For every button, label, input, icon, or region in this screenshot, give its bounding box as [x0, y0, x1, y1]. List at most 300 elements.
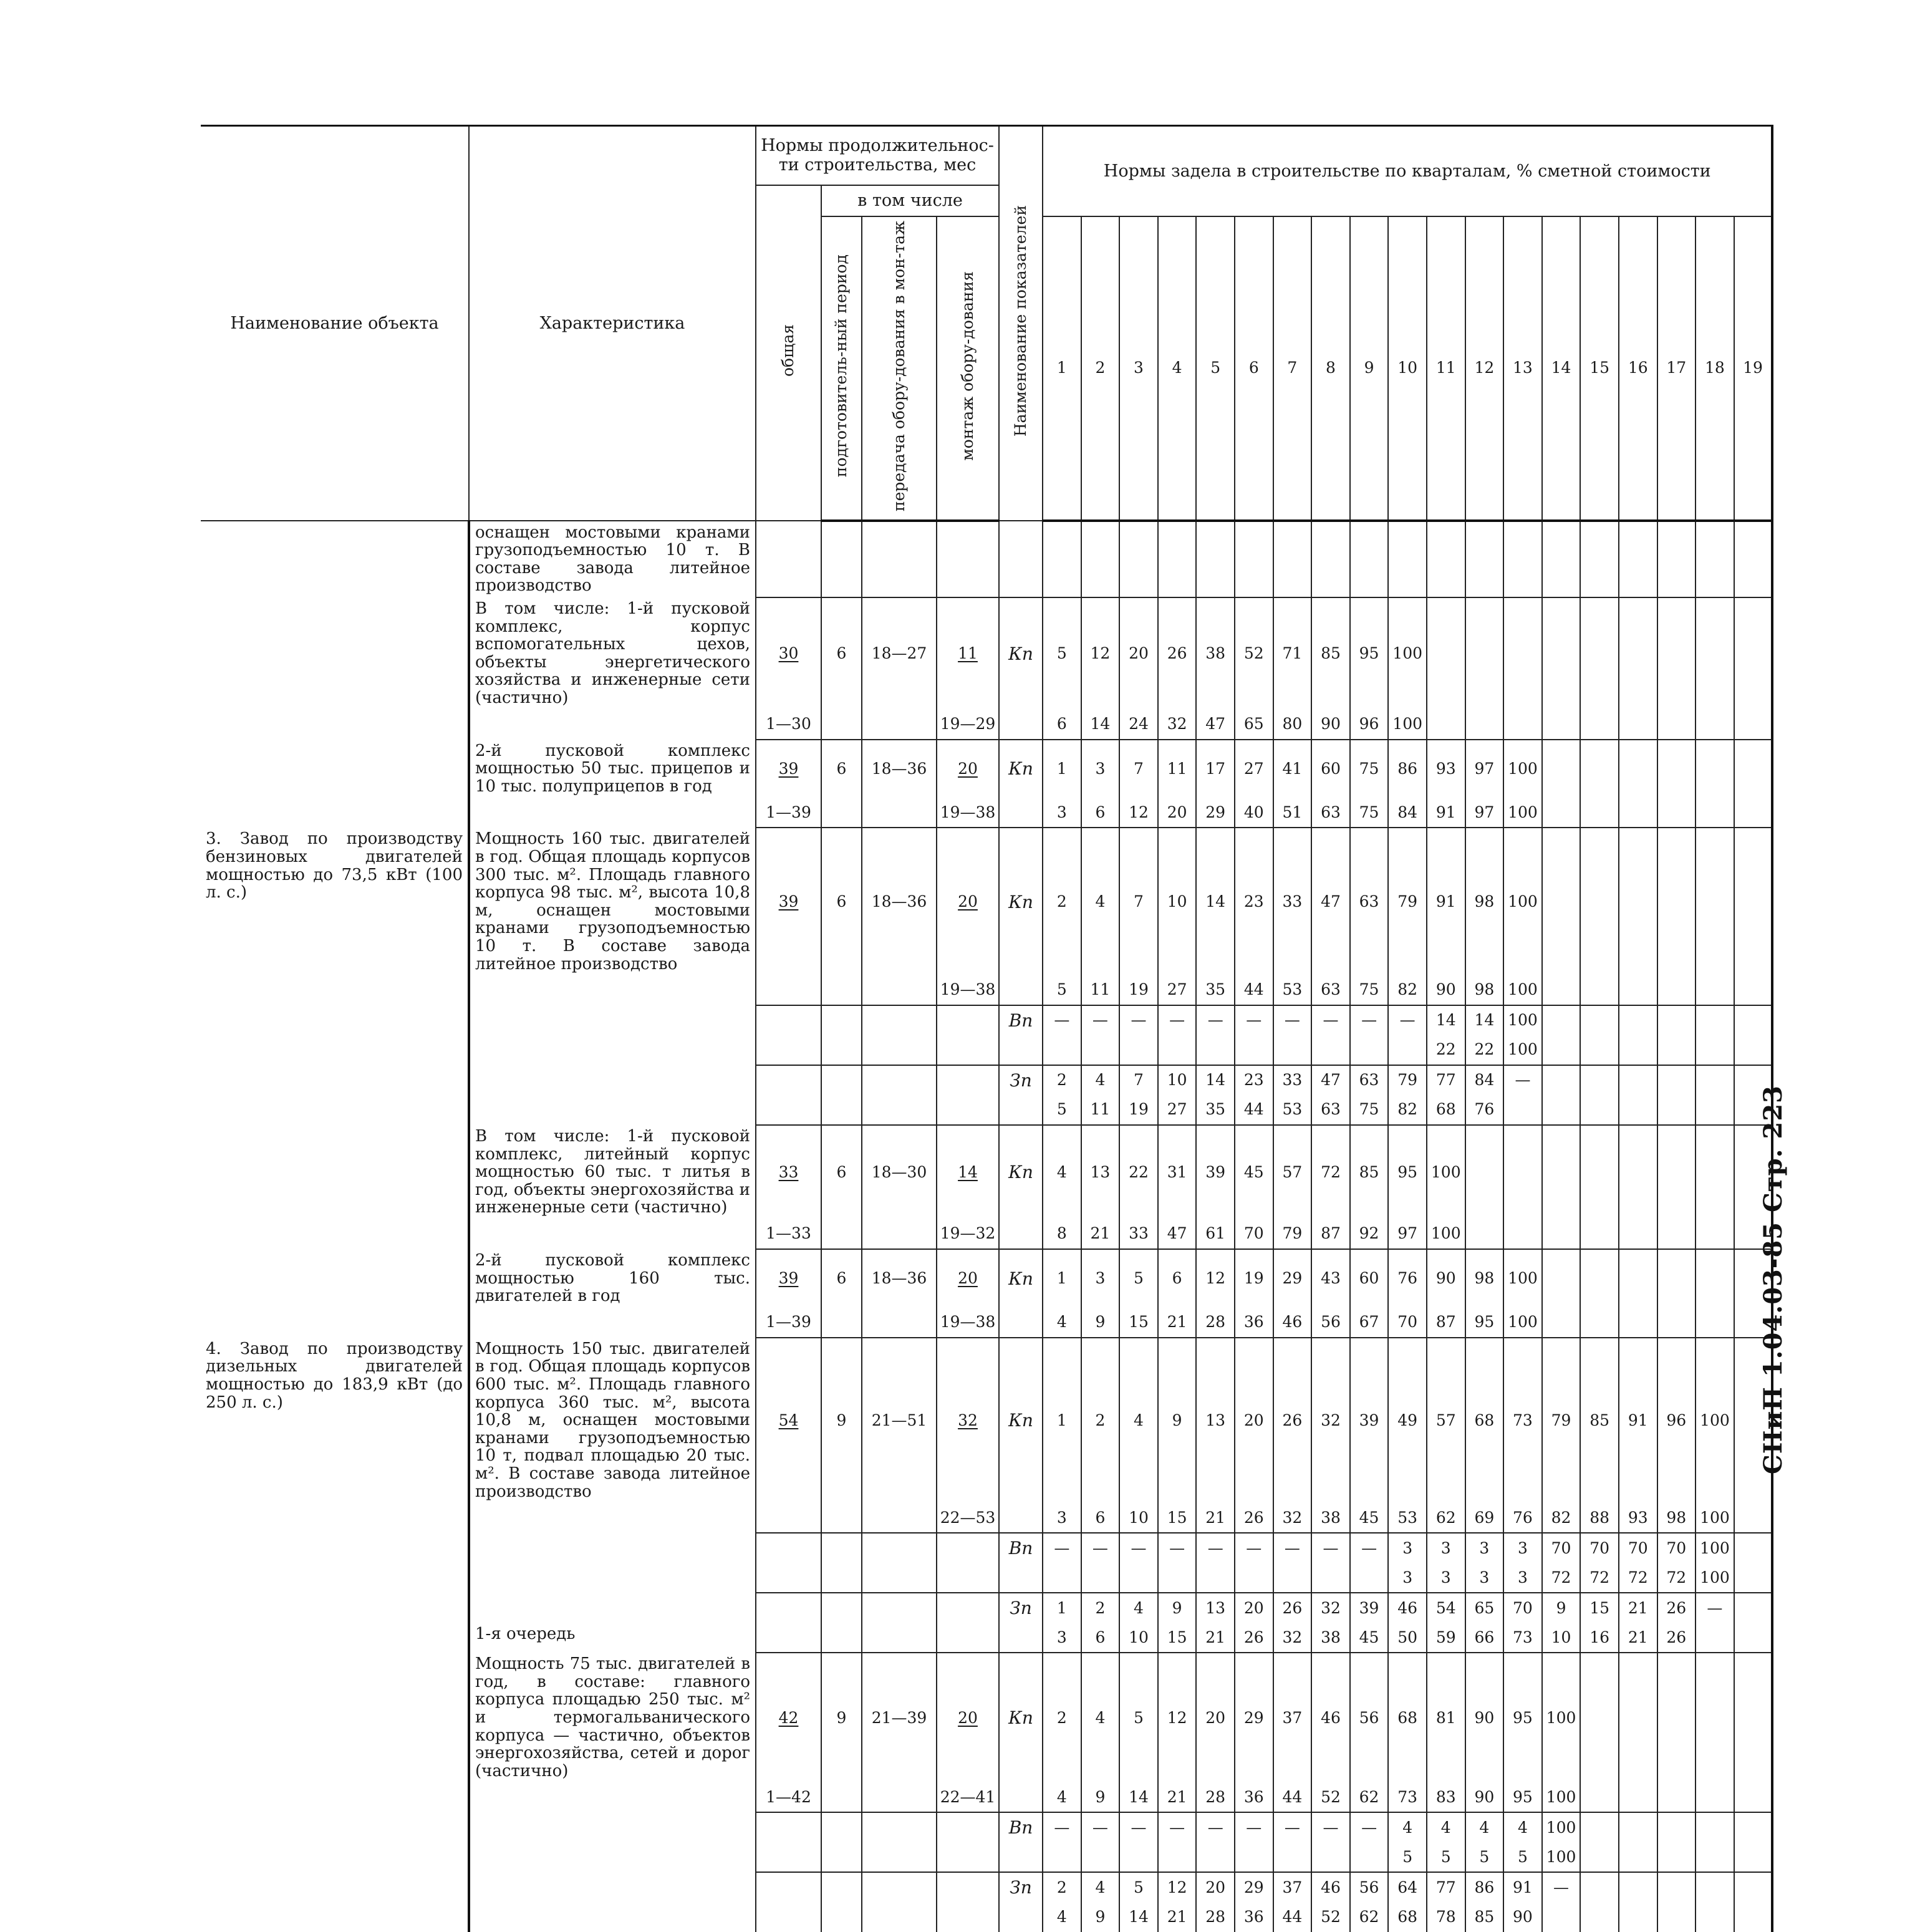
- quarter-value-cell: 62: [1427, 1503, 1465, 1533]
- quarter-value-cell: 38: [1311, 1623, 1350, 1653]
- quarter-value-cell: [1580, 1249, 1619, 1308]
- quarter-value-cell: —: [1235, 1812, 1273, 1842]
- quarter-value-cell: 63: [1350, 828, 1389, 975]
- quarter-value-cell: 4: [1081, 1653, 1120, 1782]
- mount-cell: [937, 1872, 999, 1902]
- quarter-value-cell: 93: [1427, 740, 1465, 798]
- quarter-value-cell: 9: [1542, 1593, 1581, 1623]
- quarter-value-cell: [1503, 597, 1542, 710]
- quarter-value-cell: 3: [1427, 1533, 1465, 1563]
- quarter-value-cell: 3: [1465, 1563, 1504, 1593]
- quarter-value-cell: [1696, 1782, 1734, 1812]
- quarter-value-cell: [1619, 1902, 1657, 1932]
- table-row: [201, 1308, 1772, 1338]
- quarter-value-cell: 9: [1081, 1902, 1120, 1932]
- quarter-value-cell: [1696, 597, 1734, 710]
- transfer-cell: [862, 1842, 937, 1872]
- characteristic-cell: [469, 1503, 756, 1533]
- quarter-value-cell: 46: [1388, 1593, 1427, 1623]
- characteristic-cell: [469, 1563, 756, 1593]
- quarter-value-cell: 39: [1196, 1125, 1235, 1219]
- quarter-value-cell: 91: [1427, 798, 1465, 828]
- characteristic-cell: В том числе: 1-й пусковой комплекс, литейный корпус мощностью 60 тыс. т литья в год, объекты энергохозяйства и инженерные сети (частично): [469, 1125, 756, 1219]
- header-quarter: 12: [1465, 216, 1504, 521]
- quarter-value-cell: 4: [1427, 1812, 1465, 1842]
- quarter-value-cell: [1696, 1902, 1734, 1932]
- quarter-value-cell: [1350, 521, 1389, 597]
- table-row: [201, 1503, 1772, 1533]
- quarter-value-cell: 90: [1503, 1902, 1542, 1932]
- quarter-value-cell: 75: [1350, 740, 1389, 798]
- indicator-cell: [999, 1219, 1043, 1249]
- prep-cell: [821, 1095, 862, 1125]
- quarter-value-cell: 15: [1119, 1308, 1158, 1338]
- transfer-cell: 18—30: [862, 1125, 937, 1219]
- prep-cell: 6: [821, 1249, 862, 1308]
- quarter-value-cell: [1696, 1005, 1734, 1035]
- quarter-value-cell: [1657, 975, 1696, 1005]
- quarter-value-cell: [1580, 1035, 1619, 1065]
- characteristic-cell: [469, 1872, 756, 1902]
- quarter-value-cell: 100: [1542, 1653, 1581, 1782]
- quarter-value-cell: [1350, 1035, 1389, 1065]
- quarter-value-cell: 82: [1388, 975, 1427, 1005]
- quarter-value-cell: [1503, 710, 1542, 740]
- quarter-value-cell: 90: [1311, 710, 1350, 740]
- quarter-value-cell: 7: [1119, 828, 1158, 975]
- transfer-cell: [862, 1095, 937, 1125]
- transfer-cell: [862, 1035, 937, 1065]
- header-characteristic: Характеристика: [469, 126, 756, 521]
- characteristic-cell: [469, 1219, 756, 1249]
- transfer-cell: [862, 1593, 937, 1623]
- object-name-cell: [201, 798, 469, 828]
- quarter-value-cell: 4: [1081, 1872, 1120, 1902]
- quarter-value-cell: 20: [1235, 1338, 1273, 1503]
- transfer-cell: [862, 798, 937, 828]
- quarter-value-cell: 63: [1311, 975, 1350, 1005]
- header-quarter: 2: [1081, 216, 1120, 521]
- transfer-cell: [862, 1005, 937, 1035]
- quarter-value-cell: [1580, 1653, 1619, 1782]
- table-body: [201, 521, 1772, 1932]
- quarter-value-cell: 3: [1081, 1249, 1120, 1308]
- object-name-cell: [201, 1219, 469, 1249]
- quarter-value-cell: 11: [1158, 740, 1197, 798]
- quarter-value-cell: 54: [1427, 1593, 1465, 1623]
- characteristic-cell: [469, 1533, 756, 1563]
- quarter-value-cell: 39: [1350, 1338, 1389, 1503]
- transfer-cell: 18—27: [862, 597, 937, 710]
- prep-cell: [821, 1533, 862, 1563]
- quarter-value-cell: 66: [1465, 1623, 1504, 1653]
- table-row: [201, 798, 1772, 828]
- quarter-value-cell: [1734, 1533, 1773, 1563]
- indicator-cell: Кп: [999, 1653, 1043, 1782]
- quarter-value-cell: [1081, 1842, 1120, 1872]
- quarter-value-cell: 9: [1081, 1308, 1120, 1338]
- characteristic-cell: Мощность 150 тыс. двигателей в год. Общая площадь корпусов 600 тыс. м². Площадь главного корпуса 360 тыс. м², высота 10,8 м, оснащен мостовыми кранами грузоподъемностью 10 т, подвал площадью 20 тыс. м². В составе завода литейное производство: [469, 1338, 756, 1503]
- total-cell: [756, 1065, 821, 1095]
- quarter-value-cell: [1196, 1035, 1235, 1065]
- quarter-value-cell: 100: [1503, 1005, 1542, 1035]
- quarter-value-cell: 100: [1503, 798, 1542, 828]
- quarter-value-cell: 100: [1388, 710, 1427, 740]
- quarter-value-cell: 31: [1158, 1125, 1197, 1219]
- quarter-value-cell: 80: [1273, 710, 1312, 740]
- quarter-value-cell: [1158, 1563, 1197, 1593]
- quarter-value-cell: [1696, 1872, 1734, 1902]
- quarter-value-cell: [1542, 975, 1581, 1005]
- table-row: [201, 1005, 1772, 1035]
- total-cell: [756, 975, 821, 1005]
- quarter-value-cell: 14: [1465, 1005, 1504, 1035]
- prep-cell: [821, 975, 862, 1005]
- quarter-value-cell: 3: [1388, 1533, 1427, 1563]
- quarter-value-cell: [1696, 521, 1734, 597]
- transfer-cell: 21—51: [862, 1338, 937, 1503]
- object-name-cell: [201, 975, 469, 1005]
- total-cell: [756, 1872, 821, 1902]
- transfer-cell: 18—36: [862, 1249, 937, 1308]
- quarter-value-cell: 44: [1273, 1782, 1312, 1812]
- quarter-value-cell: 82: [1542, 1503, 1581, 1533]
- quarter-value-cell: [1542, 798, 1581, 828]
- prep-cell: [821, 1065, 862, 1095]
- quarter-value-cell: 96: [1350, 710, 1389, 740]
- quarter-value-cell: 10: [1119, 1503, 1158, 1533]
- header-quarter: 1: [1043, 216, 1081, 521]
- table-row: [201, 1623, 1772, 1653]
- quarter-value-cell: [1696, 1812, 1734, 1842]
- object-name-cell: [201, 710, 469, 740]
- object-name-cell: [201, 1005, 469, 1035]
- quarter-value-cell: 70: [1388, 1308, 1427, 1338]
- quarter-value-cell: 33: [1119, 1219, 1158, 1249]
- quarter-value-cell: 28: [1196, 1782, 1235, 1812]
- quarter-value-cell: [1696, 1095, 1734, 1125]
- quarter-value-cell: [1580, 1842, 1619, 1872]
- quarter-value-cell: 5: [1043, 975, 1081, 1005]
- quarter-value-cell: [1043, 1035, 1081, 1065]
- quarter-value-cell: 29: [1273, 1249, 1312, 1308]
- header-including: в том числе: [821, 185, 999, 216]
- quarter-value-cell: 14: [1119, 1782, 1158, 1812]
- mount-cell: [937, 1593, 999, 1623]
- quarter-value-cell: 86: [1465, 1872, 1504, 1902]
- quarter-value-cell: [1734, 798, 1773, 828]
- indicator-cell: Кп: [999, 1249, 1043, 1308]
- document-side-label: СНиП 1.04.03-85 Стр. 223: [1758, 1085, 1788, 1475]
- quarter-value-cell: 26: [1657, 1623, 1696, 1653]
- quarter-value-cell: 10: [1542, 1623, 1581, 1653]
- quarter-value-cell: 19: [1119, 975, 1158, 1005]
- quarter-value-cell: [1619, 828, 1657, 975]
- object-name-cell: [201, 1653, 469, 1782]
- quarter-value-cell: [1657, 521, 1696, 597]
- quarter-value-cell: 3: [1503, 1533, 1542, 1563]
- total-cell: 42: [756, 1653, 821, 1782]
- quarter-value-cell: 71: [1273, 597, 1312, 710]
- quarter-value-cell: [1696, 1623, 1734, 1653]
- quarter-value-cell: 72: [1311, 1125, 1350, 1219]
- quarter-value-cell: [1196, 1842, 1235, 1872]
- quarter-value-cell: [1657, 1812, 1696, 1842]
- quarter-value-cell: 14: [1196, 1065, 1235, 1095]
- quarter-value-cell: 77: [1427, 1065, 1465, 1095]
- characteristic-cell: Мощность 75 тыс. двигателей в год, в составе: главного корпуса площадью 250 тыс. м² и термогальванического корпуса — частично, объектов энергохозяйства, сетей и дорог (частично): [469, 1653, 756, 1782]
- mount-cell: 20: [937, 828, 999, 975]
- quarter-value-cell: —: [1081, 1533, 1120, 1563]
- table-row: [201, 710, 1772, 740]
- quarter-value-cell: [1696, 1219, 1734, 1249]
- header-object-name: Наименование объекта: [201, 126, 469, 521]
- quarter-value-cell: 20: [1158, 798, 1197, 828]
- header-duration-norms: Нормы продолжительнос-ти строительства, мес: [756, 126, 999, 185]
- mount-cell: 14: [937, 1125, 999, 1219]
- header-quarter: 18: [1696, 216, 1734, 521]
- quarter-value-cell: —: [1196, 1812, 1235, 1842]
- quarter-value-cell: [1580, 828, 1619, 975]
- table-row: [201, 1219, 1772, 1249]
- quarter-value-cell: 100: [1696, 1503, 1734, 1533]
- quarter-value-cell: 68: [1388, 1653, 1427, 1782]
- quarter-value-cell: 98: [1657, 1503, 1696, 1533]
- quarter-value-cell: [1350, 1842, 1389, 1872]
- quarter-value-cell: 46: [1273, 1308, 1312, 1338]
- prep-cell: [821, 1872, 862, 1902]
- total-cell: [756, 1095, 821, 1125]
- table-row: [201, 975, 1772, 1005]
- quarter-value-cell: 98: [1465, 1249, 1504, 1308]
- quarter-value-cell: 84: [1388, 798, 1427, 828]
- quarter-value-cell: 35: [1196, 1095, 1235, 1125]
- mount-cell: 20: [937, 740, 999, 798]
- quarter-value-cell: [1657, 1653, 1696, 1782]
- table-row: [201, 1812, 1772, 1842]
- quarter-value-cell: 68: [1427, 1095, 1465, 1125]
- table-row: [201, 521, 1772, 597]
- quarter-value-cell: [1696, 975, 1734, 1005]
- quarter-value-cell: 3: [1043, 798, 1081, 828]
- mount-cell: 19—29: [937, 710, 999, 740]
- quarter-value-cell: 85: [1580, 1338, 1619, 1503]
- quarter-value-cell: [1580, 1125, 1619, 1219]
- indicator-cell: [999, 1503, 1043, 1533]
- mount-cell: 19—38: [937, 1308, 999, 1338]
- quarter-value-cell: 75: [1350, 798, 1389, 828]
- quarter-value-cell: 70: [1235, 1219, 1273, 1249]
- quarter-value-cell: 4: [1119, 1593, 1158, 1623]
- quarter-value-cell: 26: [1235, 1503, 1273, 1533]
- quarter-value-cell: 2: [1043, 1653, 1081, 1782]
- indicator-cell: Кп: [999, 1338, 1043, 1503]
- quarter-value-cell: 20: [1235, 1593, 1273, 1623]
- quarter-value-cell: 90: [1465, 1782, 1504, 1812]
- quarter-value-cell: 92: [1350, 1219, 1389, 1249]
- quarter-value-cell: 23: [1235, 1065, 1273, 1095]
- quarter-value-cell: 29: [1196, 798, 1235, 828]
- quarter-value-cell: [1580, 975, 1619, 1005]
- quarter-value-cell: 98: [1465, 975, 1504, 1005]
- quarter-value-cell: [1273, 1842, 1312, 1872]
- prep-cell: [821, 710, 862, 740]
- quarter-value-cell: [1580, 710, 1619, 740]
- quarter-value-cell: 13: [1196, 1593, 1235, 1623]
- table-row: [201, 1872, 1772, 1902]
- quarter-value-cell: 32: [1311, 1338, 1350, 1503]
- quarter-value-cell: [1619, 1005, 1657, 1035]
- transfer-cell: [862, 975, 937, 1005]
- indicator-cell: Кп: [999, 597, 1043, 710]
- quarter-value-cell: 97: [1465, 798, 1504, 828]
- quarter-value-cell: 4: [1043, 1308, 1081, 1338]
- object-name-cell: 4. Завод по производству дизельных двигателей мощностью до 183,9 кВт (до 250 л. с.): [201, 1338, 469, 1503]
- quarter-value-cell: [1465, 521, 1504, 597]
- quarter-value-cell: [1657, 1782, 1696, 1812]
- header-quarter: 9: [1350, 216, 1389, 521]
- quarter-value-cell: 33: [1273, 828, 1312, 975]
- quarter-value-cell: 72: [1619, 1563, 1657, 1593]
- total-cell: 1—33: [756, 1219, 821, 1249]
- quarter-value-cell: 100: [1696, 1563, 1734, 1593]
- quarter-value-cell: [1580, 1095, 1619, 1125]
- quarter-value-cell: 6: [1081, 798, 1120, 828]
- quarter-value-cell: 11: [1081, 975, 1120, 1005]
- quarter-value-cell: 29: [1235, 1872, 1273, 1902]
- quarter-value-cell: —: [1311, 1533, 1350, 1563]
- quarter-value-cell: 100: [1388, 597, 1427, 710]
- table-row: [201, 1249, 1772, 1308]
- quarter-value-cell: 46: [1311, 1653, 1350, 1782]
- quarter-value-cell: 68: [1465, 1338, 1504, 1503]
- quarter-value-cell: 13: [1081, 1125, 1120, 1219]
- object-name-cell: [201, 1902, 469, 1932]
- quarter-value-cell: 19: [1119, 1095, 1158, 1125]
- quarter-value-cell: 69: [1465, 1503, 1504, 1533]
- quarter-value-cell: 79: [1542, 1338, 1581, 1503]
- quarter-value-cell: [1542, 1005, 1581, 1035]
- table-row: [201, 1125, 1772, 1219]
- quarter-value-cell: [1580, 1812, 1619, 1842]
- quarter-value-cell: [1657, 1065, 1696, 1095]
- quarter-value-cell: 22: [1465, 1035, 1504, 1065]
- prep-cell: [821, 1593, 862, 1623]
- quarter-value-cell: [1427, 597, 1465, 710]
- quarter-value-cell: 57: [1273, 1125, 1312, 1219]
- transfer-cell: [862, 1503, 937, 1533]
- quarter-value-cell: 32: [1158, 710, 1197, 740]
- quarter-value-cell: 45: [1350, 1503, 1389, 1533]
- object-name-cell: [201, 1563, 469, 1593]
- transfer-cell: [862, 521, 937, 597]
- quarter-value-cell: 97: [1465, 740, 1504, 798]
- quarter-value-cell: [1580, 1308, 1619, 1338]
- prep-cell: [821, 1219, 862, 1249]
- quarter-value-cell: 2: [1043, 1872, 1081, 1902]
- quarter-value-cell: [1734, 828, 1773, 975]
- quarter-value-cell: [1503, 1125, 1542, 1219]
- total-cell: [756, 1005, 821, 1035]
- quarter-value-cell: 85: [1465, 1902, 1504, 1932]
- quarter-value-cell: [1696, 740, 1734, 798]
- quarter-value-cell: 76: [1388, 1249, 1427, 1308]
- quarter-value-cell: [1465, 710, 1504, 740]
- quarter-value-cell: 90: [1427, 1249, 1465, 1308]
- quarter-value-cell: —: [1119, 1812, 1158, 1842]
- quarter-value-cell: [1580, 1005, 1619, 1035]
- object-name-cell: 3. Завод по производству бензиновых двигателей мощностью до 73,5 кВт (100 л. с.): [201, 828, 469, 975]
- transfer-cell: 18—36: [862, 740, 937, 798]
- quarter-value-cell: 100: [1503, 1035, 1542, 1065]
- quarter-value-cell: [1542, 1065, 1581, 1095]
- quarter-value-cell: [1427, 521, 1465, 597]
- quarter-value-cell: 23: [1235, 828, 1273, 975]
- construction-norms-table: [201, 125, 1773, 1932]
- quarter-value-cell: 14: [1427, 1005, 1465, 1035]
- quarter-value-cell: 73: [1503, 1338, 1542, 1503]
- quarter-value-cell: 21: [1619, 1623, 1657, 1653]
- header-quarter: 10: [1388, 216, 1427, 521]
- quarter-value-cell: [1696, 1125, 1734, 1219]
- quarter-value-cell: [1657, 597, 1696, 710]
- quarter-value-cell: [1542, 521, 1581, 597]
- quarter-value-cell: [1696, 710, 1734, 740]
- table-row: [201, 1533, 1772, 1563]
- quarter-value-cell: 10: [1158, 1065, 1197, 1095]
- indicator-cell: Зп: [999, 1872, 1043, 1902]
- indicator-cell: Вп: [999, 1533, 1043, 1563]
- quarter-value-cell: 56: [1350, 1872, 1389, 1902]
- quarter-value-cell: —: [1119, 1533, 1158, 1563]
- quarter-value-cell: —: [1043, 1005, 1081, 1035]
- quarter-value-cell: —: [1196, 1533, 1235, 1563]
- prep-cell: [821, 1623, 862, 1653]
- quarter-value-cell: 20: [1196, 1653, 1235, 1782]
- quarter-value-cell: [1081, 521, 1120, 597]
- quarter-value-cell: 22: [1427, 1035, 1465, 1065]
- quarter-value-cell: [1311, 521, 1350, 597]
- quarter-value-cell: 2: [1043, 828, 1081, 975]
- quarter-value-cell: 11: [1081, 1095, 1120, 1125]
- mount-cell: 22—41: [937, 1782, 999, 1812]
- quarter-value-cell: [1734, 1842, 1773, 1872]
- indicator-cell: Вп: [999, 1005, 1043, 1035]
- transfer-cell: [862, 1308, 937, 1338]
- quarter-value-cell: [1542, 1902, 1581, 1932]
- header-quarter: 11: [1427, 216, 1465, 521]
- quarter-value-cell: 20: [1119, 597, 1158, 710]
- quarter-value-cell: [1311, 1842, 1350, 1872]
- quarter-value-cell: 76: [1465, 1095, 1504, 1125]
- quarter-value-cell: [1619, 1842, 1657, 1872]
- quarter-value-cell: 100: [1696, 1533, 1734, 1563]
- quarter-value-cell: 27: [1158, 1095, 1197, 1125]
- quarter-value-cell: [1465, 597, 1504, 710]
- quarter-value-cell: 21: [1158, 1308, 1197, 1338]
- quarter-value-cell: 5: [1427, 1842, 1465, 1872]
- object-name-cell: [201, 1308, 469, 1338]
- quarter-value-cell: 70: [1503, 1593, 1542, 1623]
- quarter-value-cell: [1196, 1563, 1235, 1593]
- quarter-value-cell: 79: [1273, 1219, 1312, 1249]
- quarter-value-cell: 85: [1311, 597, 1350, 710]
- total-cell: [756, 1503, 821, 1533]
- quarter-value-cell: [1734, 1593, 1773, 1623]
- quarter-value-cell: 4: [1043, 1125, 1081, 1219]
- quarter-value-cell: [1657, 1249, 1696, 1308]
- quarter-value-cell: 100: [1503, 1308, 1542, 1338]
